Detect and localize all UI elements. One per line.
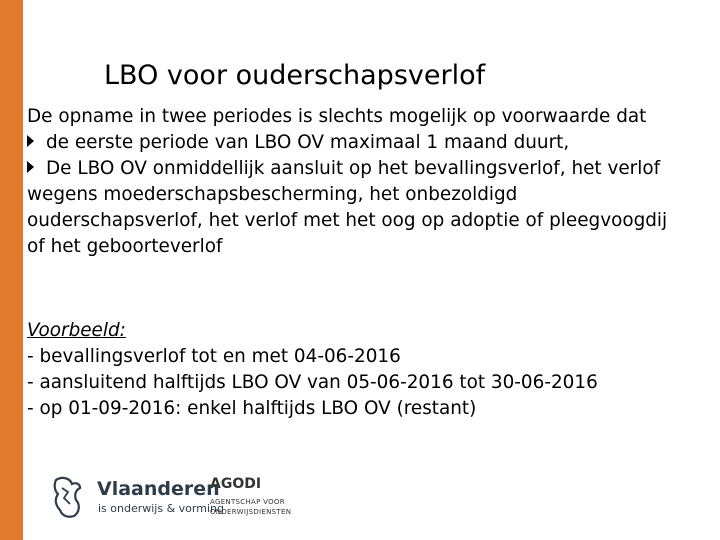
slide-title: LBO voor ouderschapsverlof <box>104 60 486 91</box>
example-block <box>27 318 598 422</box>
accent-side-bar <box>0 0 23 540</box>
example-line-1: - bevallingsverlof tot en met 04-06-2016 <box>27 346 401 367</box>
bullet-2-text-line-2: wegens moederschapsbescherming, het onbezoldigd <box>27 184 518 205</box>
bullet-arrow-icon <box>27 161 34 173</box>
slide-body <box>27 104 717 260</box>
agodi-logo-text: AGODI <box>210 476 262 492</box>
example-heading: Voorbeeld: <box>27 320 126 341</box>
example-line-2: - aansluitend halftijds LBO OV van 05-06-2016 tot 30-06-2016 <box>27 372 598 393</box>
bullet-1-text: de eerste periode van LBO OV maximaal 1 maand duurt, <box>46 132 570 153</box>
bullet-2-text-line-1: De LBO OV onmiddellijk aansluit op het bevallingsverlof, het verlof <box>46 158 661 179</box>
bullet-arrow-icon <box>27 135 34 147</box>
agodi-tagline: AGENTSCHAP VOOR ONDERWIJSDIENSTEN <box>210 498 292 516</box>
bullet-2-text-line-3: ouderschapsverlof, het verlof met het oog op adoptie of pleegvoogdij <box>27 210 668 231</box>
bullet-item-2 <box>27 156 717 182</box>
intro-text: De opname in twee periodes is slechts mogelijk op voorwaarde dat <box>27 106 647 127</box>
example-line-3: - op 01-09-2016: enkel halftijds LBO OV (restant) <box>27 398 477 419</box>
vlaanderen-tagline: is onderwijs & vorming <box>98 502 224 515</box>
bullet-item-1 <box>27 130 717 156</box>
flemish-lion-logo-icon <box>50 474 86 520</box>
bullet-2-text-line-4: of het geboorteverlof <box>27 236 223 257</box>
vlaanderen-logo-text: Vlaanderen <box>97 478 220 500</box>
